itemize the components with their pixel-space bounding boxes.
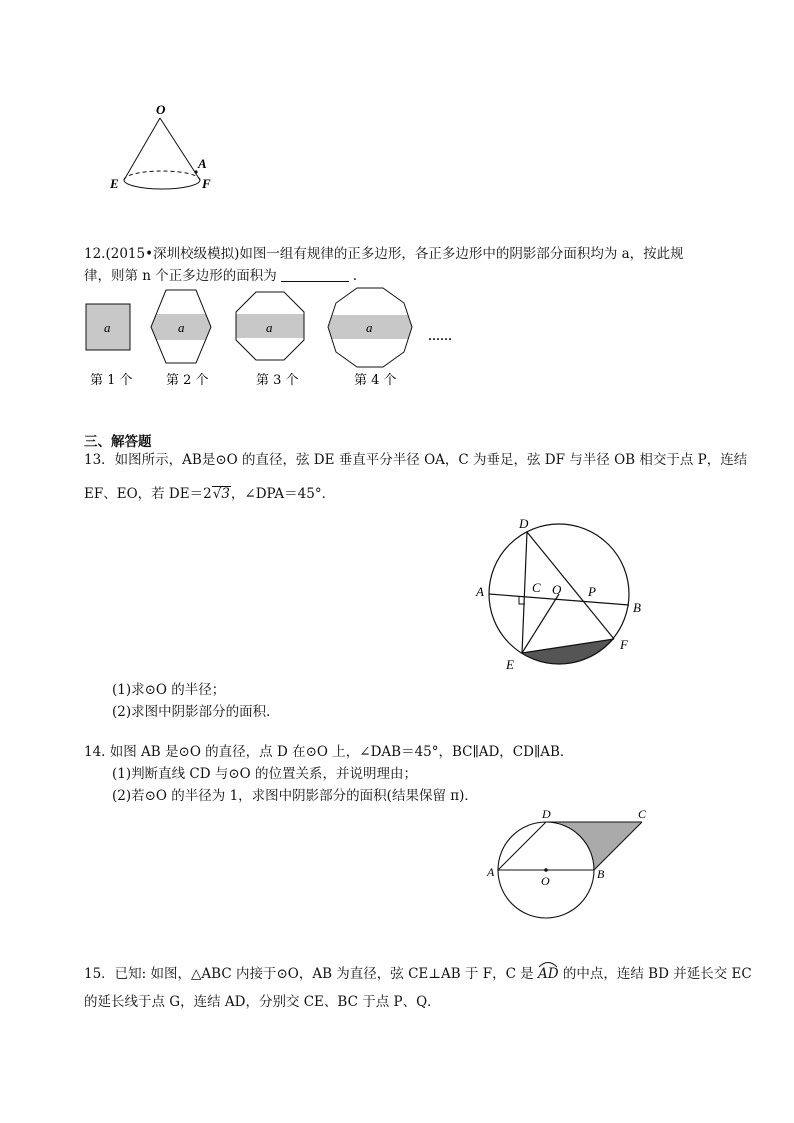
polygons-ellipsis: …… [428, 329, 452, 343]
q13-label-b: B [633, 600, 641, 615]
q13-label-e: E [506, 657, 514, 672]
q14-label-c: C [638, 808, 647, 821]
q13-label-d: D [519, 516, 529, 531]
q12-number: 12. [84, 246, 106, 262]
q14-segment-ad [498, 822, 546, 870]
section-heading: 三、解答题 [84, 434, 152, 450]
q15-line2: 的延长线于点 G，连结 AD，分别交 CE、BC 于点 P、Q． [84, 994, 441, 1010]
q15-arc-label: AD [538, 966, 559, 982]
q13-line2-before: EF、EO，若 DE＝2 [84, 486, 212, 502]
q14-sub2: (2)若⊙O 的半径为 1，求图中阴影部分的面积(结果保留 π)． [112, 788, 478, 804]
q14-line1: 14. 如图 AB 是⊙O 的直径，点 D 在⊙O 上，∠DAB＝45°，BC∥AD，CD∥AB． [84, 744, 574, 760]
polygon-1-shaded-label: a [104, 320, 111, 335]
q12-text-1: 如图一组有规律的正多边形，各正多边形中的阴影部分面积均为 a，按此规 [239, 246, 684, 262]
polygon-2-caption: 第 2 个 [166, 373, 209, 388]
cone-label-e: E [110, 176, 119, 191]
q14-figure [484, 808, 664, 924]
polygon-4-shaded-label: a [366, 320, 373, 335]
q12-answer-blank[interactable] [281, 267, 349, 282]
cone-left-edge [124, 118, 160, 180]
polygon-4-caption: 第 4 个 [354, 373, 397, 388]
q13-line2-after: ，∠DPA＝45°． [230, 486, 336, 502]
cone-label-f: F [202, 176, 211, 191]
q13-segment-eo [522, 594, 559, 653]
q12-source: (2015•深圳校级模拟) [105, 246, 240, 262]
q13-sqrt: √3 [212, 486, 230, 502]
polygon-1-caption: 第 1 个 [90, 373, 133, 388]
q14-label-b: B [597, 867, 605, 881]
q13-label-f: F [620, 637, 628, 652]
q15-line1-after: 的中点，连结 BD 并延长交 EC [562, 966, 752, 982]
q14-center-dot [544, 868, 548, 872]
q13-label-a: A [476, 584, 484, 599]
q12-line2 [84, 266, 357, 286]
q13-sqrt-value: 3 [221, 486, 230, 502]
q12-text-2: 律，则第 n 个正多边形的面积为 [84, 268, 277, 284]
q12-line1 [84, 244, 684, 264]
q15-arc-ad [538, 964, 559, 984]
polygon-4-decagon [327, 288, 413, 367]
q14-label-d: D [542, 808, 551, 821]
q13-label-o: O [552, 582, 562, 597]
q12-text-3: . [352, 268, 358, 284]
q14-label-a: A [487, 865, 495, 879]
q13-label-p: P [588, 584, 596, 599]
cone-label-a: A [198, 156, 207, 171]
cone-figure [104, 100, 224, 195]
q14-label-o: O [541, 874, 550, 888]
polygon-3-shaded-label: a [266, 320, 273, 335]
q14-sub1: (1)判断直线 CD 与⊙O 的位置关系，并说明理由； [112, 766, 418, 782]
q13-sub2: (2)求图中阴影部分的面积． [112, 704, 280, 720]
q13-chord-de [522, 532, 527, 653]
q13-line2 [84, 484, 335, 504]
q13-line1: 13．如图所示，AB是⊙O 的直径，弦 DE 垂直平分半径 OA，C 为垂足，弦 DF 与半径 OB 相交于点 P，连结 [84, 452, 748, 468]
q12-polygons-figure [80, 286, 480, 394]
polygon-3-octagon [235, 292, 305, 360]
q15-line1 [84, 964, 752, 984]
polygon-2-hexagon [150, 290, 212, 363]
cone-base-back [124, 171, 200, 180]
polygon-2-shaded-label: a [178, 320, 185, 335]
cone-label-o: O [156, 102, 166, 117]
arc-mark-icon [537, 960, 559, 968]
polygon-1-square [86, 304, 130, 350]
q13-circle-figure [472, 516, 652, 676]
q13-sub1: (1)求⊙O 的半径； [112, 682, 226, 698]
q13-label-c: C [532, 580, 541, 595]
cone-base-front [124, 180, 200, 189]
q15-line1-before: 15．已知: 如图，△ABC 内接于⊙O，AB 为直径，弦 CE⊥AB 于 F，C 是 [84, 966, 534, 982]
polygon-3-caption: 第 3 个 [256, 373, 299, 388]
